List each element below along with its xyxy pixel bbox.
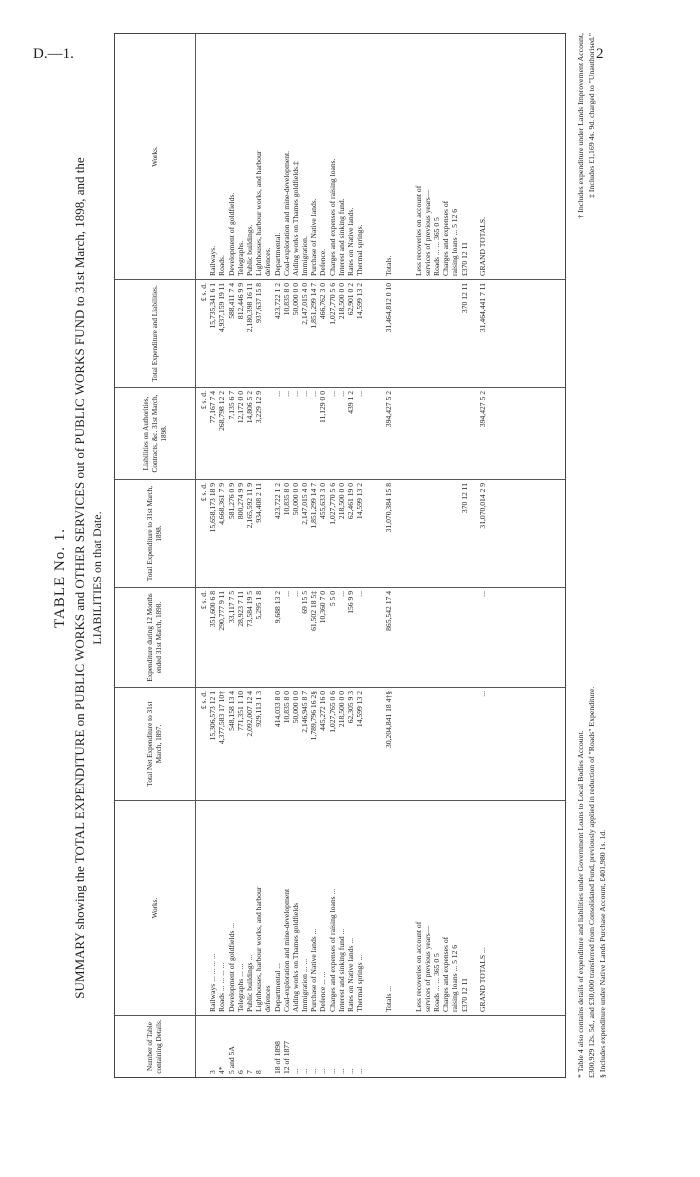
table-cell: Telegraphs.: [235, 240, 245, 276]
table-cell: 4,937,159 19 11: [217, 283, 227, 333]
table-cell: Departmental.: [272, 232, 282, 276]
table-cell: 12 of 1877: [281, 1041, 291, 1074]
table-cell: [263, 391, 272, 476]
table-cell: 14,806 5 2: [244, 391, 254, 424]
table-cell: 31,464,812 0 10: [384, 283, 394, 333]
table-cell: Telegraphs ... ...: [235, 963, 245, 1012]
table-cell: 2,146,945 8 7: [300, 691, 310, 733]
table-cell: [423, 391, 432, 476]
table-cell: 50,000 0 0: [290, 691, 300, 724]
table-cell: Departmental ...: [272, 963, 282, 1012]
table-cell: [450, 283, 459, 384]
table-cell: ...: [272, 391, 282, 397]
table-cell: ...: [290, 391, 300, 397]
table-cell: £370 12 11: [459, 978, 469, 1012]
table-cell: ...: [327, 1068, 337, 1074]
table-cell: [364, 391, 384, 476]
table-cell: 290,777 9 11: [217, 591, 227, 631]
table-cell: ...: [281, 591, 291, 597]
table-cell: ...: [346, 1068, 355, 1074]
table-cell: [432, 591, 441, 684]
table-cell: Interest and sinking fund ...: [336, 928, 346, 1012]
table-cell: 62,461 19 0: [346, 483, 355, 520]
table-cell: 3: [208, 1070, 218, 1074]
footnote-2: £300,929 12s. 5d., and £30,000 transferred from Consolidated Fund, previously applied in reduction of "Roads" Expenditure. ‡ Includes £1,169 4s. 9d. charged to "Unauthorised.": [587, 33, 596, 1078]
table-cell: Development of goldfields ...: [226, 923, 236, 1012]
table-cell: 218,500 0 0: [336, 283, 346, 320]
table-cell: 12,172 0 0: [235, 391, 245, 424]
table-cell: 394,427 5 2: [384, 391, 394, 428]
table-cell: 370 12 11: [459, 283, 469, 314]
table-cell: Defence.: [318, 248, 328, 276]
table-cell: [199, 37, 208, 276]
table-cell: [394, 691, 414, 797]
table-cell: 423,722 1 2: [272, 283, 282, 320]
table-cell: 771,351 1 10: [235, 691, 245, 731]
table-cell: Coal-exploration and mine-development.: [281, 150, 291, 276]
table-cell: Lighthouses, harbour works, and harbour: [254, 886, 264, 1012]
table-cell: 929,113 1 3: [254, 691, 264, 727]
table-cell: 15,658,173 18 9: [208, 483, 218, 533]
table-cell: [460, 691, 469, 797]
table-cell: Railways ... ... ... ...: [208, 953, 218, 1012]
table-cell: 33,117 7 5: [226, 591, 236, 623]
table-cell: [441, 283, 450, 384]
table-cell: 69 15 5: [300, 591, 310, 614]
footnote-1: * Table 4 also contains details of expenditure and liabilities under Government Loans to Local Bodies Account. † Includes expenditure under Lands Improvement Account,: [576, 33, 585, 1078]
table-cell: 7: [244, 1070, 254, 1074]
table-cell: [469, 804, 478, 1012]
table-cell: [460, 1019, 469, 1074]
table-cell: Thermal springs ...: [355, 954, 365, 1012]
table-cell: 548,158 13 4: [226, 691, 236, 731]
table-cell: ...: [336, 391, 346, 397]
table-cell: 812,446 9 9: [235, 283, 245, 320]
col-expenditure-12-months: Expenditure during 12 Months ended 31st March, 1898. £ s. d. 351,600 6 8 290,777 9 11 33,117 7 5 28,923 7 11 73,584 19 5 5,295 1 8 9,688 13 2 ... ... 69 15 5 61,502 18 5‡ 10,360 7 0 5 5 0 ... 156 9 9 ... 865,542 17 4 ...: [115, 587, 565, 687]
table-cell: [394, 1019, 414, 1074]
table-cell: [423, 483, 432, 584]
table-cell: 1,789,796 16 2§: [309, 691, 319, 741]
table-cell: [450, 1019, 459, 1074]
table-cell: [469, 1019, 478, 1074]
table-cell: GRAND TOTALS ...: [477, 947, 487, 1012]
table-cell: [263, 1019, 272, 1074]
table-cell: Immigration.: [300, 236, 310, 276]
table-cell: [364, 1019, 384, 1074]
table-cell: ...: [336, 1068, 346, 1074]
table-cell: 2,092,007 12 4: [244, 691, 254, 737]
table-cell: Less recoveries on account of: [413, 921, 423, 1012]
col-total-exp-liabilities: Total Expenditure and Liabilities. £ s. d. 15,735,341 6 1 4,937,159 19 11 588,411 7 4 812,446 9 9 2,180,398 16 11 937,637 15 8 423,722 1 2 10,835 8 0 50,000 0 0 2,147,015 4 0 1,851,299 14 7 466,762 3 0 1,027,770 5 6 218,500 0 0 62,901 0 2 14,599 13 2 31,464,812 0 10 370 12 11 31,464,441 7 11: [115, 279, 565, 387]
table-cell: Charges and expenses of raising loans ...: [327, 888, 337, 1012]
table-cell: 800,274 9 9: [235, 483, 245, 520]
table-cell: £ s. d.: [199, 691, 208, 710]
table-cell: ...: [355, 391, 365, 397]
table-cell: 2,180,398 16 11: [244, 283, 254, 333]
table-cell: 1,851,299 14 7: [309, 483, 319, 529]
table-cell: Purchase of Native lands ...: [309, 928, 319, 1012]
table-cell: [450, 483, 459, 584]
table-cell: ...: [336, 591, 346, 597]
table-cell: Lighthouses, harbour works, and harbour: [254, 150, 264, 276]
table-cell: 5,295 1 8: [254, 591, 264, 620]
summary-table: [114, 33, 566, 1078]
table-cell: ...: [355, 591, 365, 597]
table-cell: 30,204,841 18 4†§: [384, 691, 394, 748]
table-cell: 14,599 13 2: [355, 283, 365, 320]
table-cell: [199, 1019, 208, 1074]
table-cell: 73,584 19 5: [244, 591, 254, 628]
table-cell: [432, 483, 441, 584]
table-cell: Interest and sinking fund.: [336, 198, 346, 276]
table-cell: GRAND TOTALS.: [477, 216, 487, 276]
table-cell: 466,762 3 0: [318, 283, 328, 320]
table-cell: 8: [254, 1070, 264, 1074]
table-cell: ...: [300, 391, 310, 397]
table-cell: ...: [290, 591, 300, 597]
table-cell: 423,722 1 2: [272, 483, 282, 520]
table-cell: [364, 37, 384, 276]
page-number: 2: [596, 46, 604, 62]
table-cell: [432, 691, 441, 797]
table-cell: 18 of 1898: [272, 1041, 282, 1074]
table-cell: [423, 283, 432, 384]
table-cell: 3,229 12 9: [254, 391, 264, 424]
table-cell: 218,500 0 0: [336, 483, 346, 520]
table-cell: 7,135 6 7: [226, 391, 236, 420]
table-cell: Roads ... ... 365 0 5: [431, 217, 441, 276]
table-cell: £ s. d.: [199, 391, 208, 410]
table-cell: Purchase of Native lands.: [309, 198, 319, 276]
table-cell: [478, 1019, 487, 1074]
table-cell: Aiding works on Thames goldfields: [290, 902, 300, 1012]
table-cell: [469, 283, 478, 384]
table-cell: ...: [355, 1068, 365, 1074]
table-cell: [394, 483, 414, 584]
table-cell: ...: [309, 391, 319, 397]
table-cell: [263, 483, 272, 584]
table-cell: 581,276 0 9: [226, 483, 236, 520]
table-cell: [423, 591, 432, 684]
table-cell: Less recoveries on account of: [413, 185, 423, 276]
table-cell: 31,464,441 7 11: [477, 283, 487, 333]
table-cell: services of previous years—: [422, 925, 432, 1012]
col-liabilities: Liabilities on Authorities, Contracts, &c. 31st March, 1898. £ s. d. 77,167 7 4 268,798 12 2 7,135 6 7 12,172 0 0 14,806 5 2 3,229 12 9 ... ... ... ... ... 11,129 0 0 ... ... 439 1 2 ... 394,427 5 2 394,427 5 2: [115, 387, 565, 479]
table-cell: 937,637 15 8: [254, 283, 264, 323]
rotated-table-page: [50, 28, 650, 1128]
table-cell: Rates on Native lands.: [346, 207, 355, 276]
table-cell: Totals.: [384, 255, 394, 276]
table-cell: Immigration ... ...: [300, 958, 310, 1012]
table-cell: [199, 804, 208, 1012]
table-cell: 77,167 7 4: [208, 391, 218, 424]
table-cell: ...: [309, 1068, 319, 1074]
table-cell: ...: [281, 391, 291, 397]
table-cell: Development of goldfields.: [226, 192, 236, 276]
table-cell: Charges and expenses of: [441, 200, 451, 276]
table-cell: Roads ... ... ... ...: [217, 962, 227, 1012]
table-cell: ...: [290, 1068, 300, 1074]
table-cell: 2,147,015 4 0: [300, 483, 310, 525]
table-cell: 5 5 0: [327, 591, 337, 607]
table-cell: [263, 691, 272, 797]
table-cell: [394, 591, 414, 684]
table-cell: 4*: [217, 1066, 227, 1074]
table-cell: 455,633 3 0: [318, 483, 328, 520]
table-cell: 62,901 0 2: [346, 283, 355, 316]
table-cell: [423, 1019, 432, 1074]
table-cell: 2,147,015 4 0: [300, 283, 310, 325]
table-cell: 14,599 13 2: [355, 483, 365, 520]
table-title: TABLE No. 1.: [52, 528, 68, 628]
table-cell: 50,000 0 0: [290, 483, 300, 516]
table-cell: Rates on Native lands ...: [346, 937, 355, 1012]
table-cell: [450, 591, 459, 684]
table-cell: [364, 691, 384, 797]
table-cell: 156 9 9: [346, 591, 355, 614]
table-cell: 11,129 0 0: [318, 391, 328, 423]
table-cell: Aiding works on Thames goldfields.‡: [290, 161, 300, 276]
table-cell: 445,272 16 0: [318, 691, 328, 731]
table-cell: [432, 391, 441, 476]
table-cell: 370 12 11: [459, 483, 469, 514]
table-cell: [364, 483, 384, 584]
table-cell: £ s. d.: [199, 591, 208, 610]
table-cell: Totals ...: [384, 985, 394, 1012]
table-cell: [394, 37, 414, 276]
table-cell: 50,000 0 0: [290, 283, 300, 316]
table-cell: 934,408 2 11: [254, 483, 264, 523]
table-cell: defences: [263, 985, 273, 1012]
table-cell: 4,668,361 7 9: [217, 483, 227, 525]
table-cell: [423, 691, 432, 797]
table-cell: 61,502 18 5‡: [309, 591, 319, 631]
table-cell: [450, 691, 459, 797]
table-cell: [460, 591, 469, 684]
table-cell: 394,427 5 2: [477, 391, 487, 428]
col-net-expenditure: Total Net Expenditure to 31st March, 1897. £ s. d. 15,306,573 12 1 4,377,583 17 10† 548,158 13 4 771,351 1 10 2,092,007 12 4 929,113 1 3 414,033 8 0 10,835 8 0 50,000 0 0 2,146,945 8 7 1,789,796 16 2§ 445,272 16 0 1,027,765 0 6 218,500 0 0 62,305 9 3 14,599 13 2 30,204,841 18 4†§ ...: [115, 687, 565, 800]
table-cell: [441, 691, 450, 797]
table-cell: 865,542 17 4: [384, 591, 394, 631]
table-cell: 5 and 5A: [226, 1046, 236, 1074]
table-cell: ...: [477, 591, 487, 597]
table-cell: Thermal springs.: [355, 224, 365, 276]
table-cell: [450, 391, 459, 476]
table-cell: [364, 804, 384, 1012]
table-cell: 1,851,299 14 7: [309, 283, 319, 329]
table-cell: raising loans ... 5 12 6: [450, 208, 460, 276]
table-subtitle-2: LIABILITIES on that Date.: [90, 511, 104, 645]
table-cell: 218,500 0 0: [336, 691, 346, 728]
table-cell: 62,305 9 3: [346, 691, 355, 724]
table-cell: Railways.: [208, 245, 218, 276]
footnote-3: § Includes expenditure under Native Lands Purchase Account, £401,980 1s. 1d.: [598, 829, 607, 1078]
table-cell: 6: [235, 1070, 245, 1074]
table-cell: raising loans ... 5 12 6: [450, 944, 460, 1012]
table-cell: [394, 804, 414, 1012]
table-cell: [432, 1019, 441, 1074]
table-cell: [394, 391, 414, 476]
table-cell: 1,027,765 0 6: [327, 691, 337, 733]
table-cell: [469, 691, 478, 797]
table-cell: services of previous years—: [422, 189, 432, 276]
table-cell: [414, 391, 423, 476]
table-cell: 14,599 13 2: [355, 691, 365, 728]
table-cell: [394, 283, 414, 384]
table-cell: [414, 283, 423, 384]
table-cell: Coal-exploration and mine-development: [281, 888, 291, 1012]
table-cell: 439 1 2: [346, 391, 355, 414]
table-cell: [364, 283, 384, 384]
table-cell: [432, 283, 441, 384]
table-cell: [441, 1019, 450, 1074]
table-cell: 351,600 6 8: [208, 591, 218, 628]
table-cell: [263, 591, 272, 684]
table-cell: 9,688 13 2: [272, 591, 282, 624]
table-cell: defences.: [263, 247, 273, 276]
table-cell: Defence ... ...: [318, 971, 328, 1012]
table-cell: 31,070,384 15 8: [384, 483, 394, 533]
table-cell: ...: [300, 1068, 310, 1074]
page-reference: D.—1.: [33, 46, 74, 62]
table-cell: Public buildings ...: [244, 954, 254, 1012]
table-cell: [441, 483, 450, 584]
table-cell: 28,923 7 11: [235, 591, 245, 627]
col-works: Works. Railways ... ... ... ... Roads ... ... ... ... Development of goldfields ... Telegraphs ... ... Public buildings ... Lighthouses, harbour works, and harbour defences Departmental ... Coal-exploration and mine-development Aiding works on Thames goldfields Immigration ... ... Purchase of Native lands ... Defence ... ... Charges and expenses of raising loans ... Interest and sinking fund ... Rates on Native lands ... Thermal springs ... Totals ... Less recoveries on account of services of previous years— Roads ... ... 365 0 5 Charges and expenses of raising loans ... 5 12 6 £370 12 11 GRAND TOTALS ...: [115, 800, 565, 1015]
table-cell: 268,798 12 2: [217, 391, 227, 431]
table-cell: 15,306,573 12 1: [208, 691, 218, 741]
table-cell: [469, 483, 478, 584]
col-table-number: Number of Table containing Details. 3 4* 5 and 5A 6 7 8 18 of 1898 12 of 1877 ... ... ... ... ... ... ... ...: [115, 1015, 565, 1077]
table-cell: 414,033 8 0: [272, 691, 282, 728]
table-cell: [441, 591, 450, 684]
table-cell: 10,835 8 0: [281, 283, 291, 316]
table-cell: [414, 591, 423, 684]
table-cell: 2,165,592 11 9: [244, 483, 254, 529]
table-cell: [414, 1019, 423, 1074]
table-cell: 15,735,341 6 1: [208, 283, 218, 329]
col-total-expenditure: Total Expenditure to 31st March, 1898. £ s. d. 15,658,173 18 9 4,668,361 7 9 581,276 0 9 800,274 9 9 2,165,592 11 9 934,408 2 11 423,722 1 2 10,835 8 0 50,000 0 0 2,147,015 4 0 1,851,299 14 7 455,633 3 0 1,027,770 5 6 218,500 0 0 62,461 19 0 14,599 13 2 31,070,384 15 8 370 12 11 31,070,014 2 9: [115, 479, 565, 587]
table-cell: Roads ... ... 365 0 5: [431, 953, 441, 1012]
table-cell: [469, 391, 478, 476]
table-cell: 31,070,014 2 9: [477, 483, 487, 529]
table-cell: [263, 283, 272, 384]
table-cell: ...: [327, 391, 337, 397]
table-cell: Public buildings.: [244, 224, 254, 276]
table-cell: Roads.: [217, 255, 227, 276]
table-cell: 1,027,770 5 6: [327, 283, 337, 325]
table-cell: 10,835 8 0: [281, 691, 291, 724]
table-cell: [441, 391, 450, 476]
table-cell: [414, 483, 423, 584]
table-cell: [460, 391, 469, 476]
table-cell: £370 12 11: [459, 242, 469, 276]
table-cell: [364, 591, 384, 684]
table-cell: 4,377,583 17 10†: [217, 691, 227, 745]
table-cell: Charges and expenses of raising loans.: [327, 158, 337, 276]
table-cell: 10,360 7 0: [318, 591, 328, 624]
table-cell: 588,411 7 4: [226, 283, 236, 319]
table-cell: [469, 591, 478, 684]
col-works-2: Works. Railways. Roads. Development of goldfields. Telegraphs. Public buildings. Lighthouses, harbour works, and harbour defences. Departmental. Coal-exploration and mine-development. Aiding works on Thames goldfields.‡ Immigration. Purchase of Native lands. Defence. Charges and expenses of raising loans. Interest and sinking fund. Rates on Native lands. Thermal springs. Totals. Less recoveries on account of services of previous years— Roads ... ... 365 0 5 Charges and expenses of raising loans ... 5 12 6 £370 12 11 GRAND TOTALS.: [115, 34, 565, 279]
table-cell: [469, 37, 478, 276]
table-cell: £ s. d.: [199, 483, 208, 502]
table-cell: £ s. d.: [199, 283, 208, 302]
table-cell: ...: [318, 1068, 328, 1074]
table-cell: [414, 691, 423, 797]
table-cell: ...: [477, 691, 487, 697]
table-cell: 10,835 8 0: [281, 483, 291, 516]
table-subtitle: SUMMARY showing the TOTAL EXPENDITURE on PUBLIC WORKS and OTHER SERVICES out of PUBLIC WORKS FUND to 31st March, 1898, and the: [72, 157, 87, 999]
table-cell: Charges and expenses of: [441, 936, 451, 1012]
table-cell: 1,027,770 5 6: [327, 483, 337, 525]
table-cell: [384, 1019, 393, 1074]
